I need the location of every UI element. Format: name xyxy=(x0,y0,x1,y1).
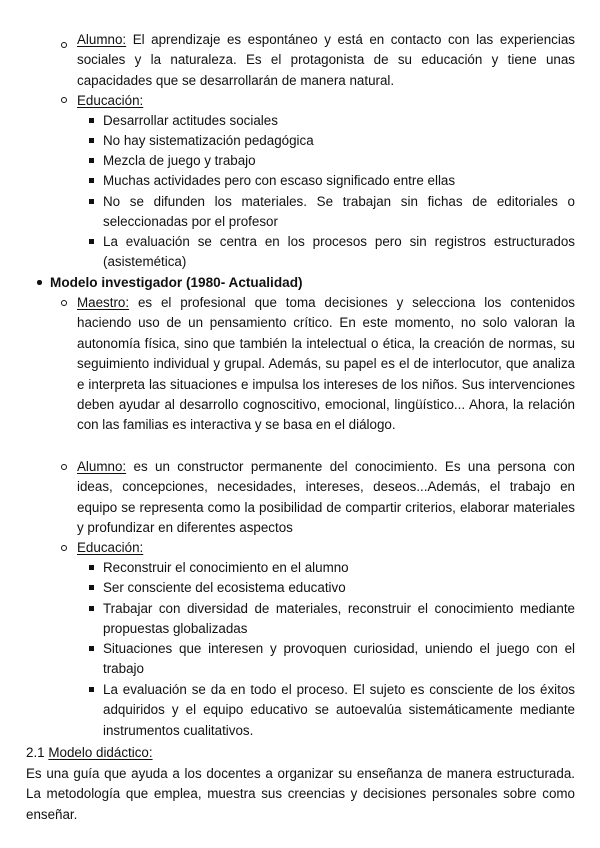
square-bullet-icon xyxy=(89,199,94,204)
list-item: No se difunden los materiales. Se trabajan sin fichas de editoriales o seleccionadas por el profesor xyxy=(103,194,575,230)
square-bullet-icon xyxy=(89,687,94,692)
subsection-heading xyxy=(26,743,575,763)
list-item: Reconstruir el conocimiento en el alumno xyxy=(103,560,349,575)
alumno-text: El aprendizaje es espontáneo y está en contacto con las experiencias sociales y la naturaleza. Es el protagonista de su educación y tiene unas capacidades que se desarrollarán de manera natural. xyxy=(77,32,575,88)
circle-bullet-icon xyxy=(61,42,67,48)
section-title: Modelo investigador (1980- Actualidad) xyxy=(50,275,303,290)
square-bullet-icon xyxy=(89,158,94,163)
maestro-text: es el profesional que toma decisiones y selecciona los contenidos haciendo uso de un pensamiento crítico. En este momento, no solo valoran la autonomía física, sino que también la intelectual o ética, la creación de normas, su seguimiento individual y grupal. Además, su papel es el de interlocutor, que analiza e interpreta las situaciones e impulsa los intereses de los niños. Sus intervenciones deben ayudar al desarrollo cognoscitivo, emocional, lingüístico... Ahora, la relación con las familias es interactiva y se basa en el diálogo. xyxy=(77,295,575,433)
circle-bullet-icon xyxy=(61,464,67,470)
list-item: No hay sistematización pedagógica xyxy=(103,133,314,148)
list-item: Muchas actividades pero con escaso significado entre ellas xyxy=(103,173,456,188)
list-item: Desarrollar actitudes sociales xyxy=(103,113,278,128)
circle-bullet-icon xyxy=(61,545,67,551)
square-bullet-icon xyxy=(89,585,94,590)
list-item: Ser consciente del ecosistema educativo xyxy=(103,580,346,595)
alumno-paragraph xyxy=(77,457,575,539)
subsection-paragraph: Es una guía que ayuda a los docentes a organizar su enseñanza de manera estructurada. La metodología que emplea, muestra sus creencias y decisiones personales sobre como enseñar. xyxy=(26,766,575,822)
alumno-label: Alumno: xyxy=(77,459,127,474)
maestro-label: Maestro: xyxy=(77,295,130,310)
educacion-label: Educación: xyxy=(77,540,144,555)
circle-bullet-icon xyxy=(61,97,67,103)
educacion-heading xyxy=(77,91,575,111)
dot-bullet-icon xyxy=(37,280,42,285)
educacion-heading xyxy=(77,538,575,558)
subsection-title: Modelo didáctico: xyxy=(48,745,153,760)
square-bullet-icon xyxy=(89,178,94,183)
alumno-paragraph xyxy=(77,30,575,91)
subsection-number: 2.1 xyxy=(26,745,45,760)
list-item: La evaluación se centra en los procesos pero sin registros estructurados (asistemética) xyxy=(103,234,575,270)
square-bullet-icon xyxy=(89,646,94,651)
square-bullet-icon xyxy=(89,565,94,570)
list-item: Trabajar con diversidad de materiales, reconstruir el conocimiento mediante propuestas globalizadas xyxy=(103,601,575,637)
maestro-paragraph xyxy=(77,293,575,436)
square-bullet-icon xyxy=(89,606,94,611)
educacion-label: Educación: xyxy=(77,93,144,108)
list-item: Mezcla de juego y trabajo xyxy=(103,153,256,168)
list-item: Situaciones que interesen y provoquen curiosidad, uniendo el juego con el trabajo xyxy=(103,641,575,677)
square-bullet-icon xyxy=(89,138,94,143)
circle-bullet-icon xyxy=(61,300,67,306)
square-bullet-icon xyxy=(89,239,94,244)
square-bullet-icon xyxy=(89,118,94,123)
alumno-label: Alumno: xyxy=(77,32,127,47)
list-item: La evaluación se da en todo el proceso. El sujeto es consciente de los éxitos adquiridos y el equipo educativo se autoevalúa sistemáticamente mediante instrumentos cualitativos. xyxy=(103,682,575,738)
alumno-text: es un constructor permanente del conocimiento. Es una persona con ideas, concepciones, necesidades, intereses, deseos...Además, el trabajo en equipo se representa como la posibilidad de compartir criterios, elaborar materiales y profundizar en diferentes aspectos xyxy=(77,459,575,536)
